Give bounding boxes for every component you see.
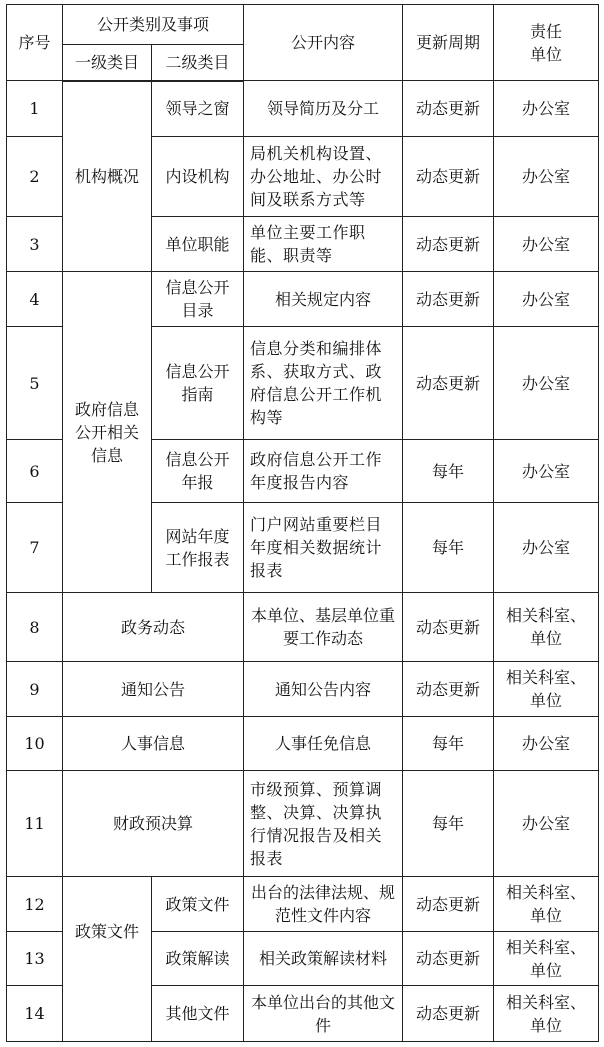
row-number: 5 — [7, 327, 63, 440]
row-number: 6 — [7, 440, 63, 503]
content-cell: 单位主要工作职能、职责等 — [244, 217, 403, 272]
row-number: 14 — [7, 986, 63, 1042]
group-label: 机构概况 — [63, 81, 152, 272]
group-label: 政府信息公开相关信息 — [63, 272, 152, 593]
cycle-cell: 动态更新 — [403, 932, 494, 986]
content-cell: 市级预算、预算调整、决算、决算执行情况报告及相关报表 — [244, 771, 403, 877]
row-number: 13 — [7, 932, 63, 986]
table-row — [7, 662, 599, 717]
row-number: 1 — [7, 81, 63, 137]
level2-cell: 网站年度工作报表 — [152, 503, 244, 593]
level2-cell: 内设机构 — [152, 137, 244, 217]
header-cycle: 更新周期 — [403, 5, 494, 81]
row-number: 11 — [7, 771, 63, 877]
cycle-cell: 动态更新 — [403, 137, 494, 217]
cycle-cell: 动态更新 — [403, 272, 494, 327]
table-row — [7, 272, 599, 327]
cycle-cell: 动态更新 — [403, 327, 494, 440]
disclosure-table — [6, 4, 599, 1042]
group-label: 政策文件 — [63, 877, 152, 986]
content-cell: 相关政策解读材料 — [244, 932, 403, 986]
header-seq: 序号 — [7, 5, 63, 81]
table-row — [7, 717, 599, 771]
cycle-cell: 动态更新 — [403, 593, 494, 662]
content-cell: 本单位出台的其他文件 — [244, 986, 403, 1042]
unit-cell: 办公室 — [494, 771, 599, 877]
cycle-cell: 动态更新 — [403, 217, 494, 272]
content-cell: 出台的法律法规、规范性文件内容 — [244, 877, 403, 932]
row-number: 12 — [7, 877, 63, 932]
cycle-cell: 动态更新 — [403, 81, 494, 137]
category-cell: 政务动态 — [63, 593, 244, 662]
row-number: 2 — [7, 137, 63, 217]
table-row — [7, 771, 599, 877]
table-row — [7, 593, 599, 662]
row-number: 3 — [7, 217, 63, 272]
unit-cell: 办公室 — [494, 81, 599, 137]
unit-cell: 办公室 — [494, 137, 599, 217]
content-cell: 局机关机构设置、办公地址、办公时间及联系方式等 — [244, 137, 403, 217]
header-level2: 二级类目 — [152, 45, 244, 81]
row-number: 10 — [7, 717, 63, 771]
table-row — [7, 986, 599, 1042]
content-cell: 通知公告内容 — [244, 662, 403, 717]
header-unit-line1: 责任 — [530, 21, 563, 41]
level2-cell: 信息公开年报 — [152, 440, 244, 503]
header-unit — [494, 5, 599, 81]
unit-cell: 相关科室、单位 — [494, 986, 599, 1042]
unit-cell: 办公室 — [494, 440, 599, 503]
level2-cell: 信息公开指南 — [152, 327, 244, 440]
category-cell: 通知公告 — [63, 662, 244, 717]
header-level1: 一级类目 — [63, 45, 152, 81]
category-cell: 人事信息 — [63, 717, 244, 771]
content-cell: 人事任免信息 — [244, 717, 403, 771]
unit-cell: 办公室 — [494, 503, 599, 593]
cycle-cell: 每年 — [403, 440, 494, 503]
cycle-cell: 动态更新 — [403, 662, 494, 717]
unit-cell: 相关科室、单位 — [494, 593, 599, 662]
table-row — [7, 81, 599, 137]
level2-cell: 政策解读 — [152, 932, 244, 986]
unit-cell: 办公室 — [494, 717, 599, 771]
group-label-continued — [63, 986, 152, 1042]
header-row-1 — [7, 5, 599, 45]
row-number: 9 — [7, 662, 63, 717]
content-cell: 政府信息公开工作年度报告内容 — [244, 440, 403, 503]
row-number: 7 — [7, 503, 63, 593]
cycle-cell: 每年 — [403, 771, 494, 877]
table-row — [7, 877, 599, 932]
category-cell: 财政预决算 — [63, 771, 244, 877]
cycle-cell: 动态更新 — [403, 986, 494, 1042]
header-unit-line2: 单位 — [530, 44, 563, 64]
content-cell: 本单位、基层单位重要工作动态 — [244, 593, 403, 662]
content-cell: 信息分类和编排体系、获取方式、政府信息公开工作机构等 — [244, 327, 403, 440]
level2-cell: 其他文件 — [152, 986, 244, 1042]
content-cell: 相关规定内容 — [244, 272, 403, 327]
unit-cell: 办公室 — [494, 272, 599, 327]
header-category: 公开类别及事项 — [63, 5, 244, 45]
unit-cell: 办公室 — [494, 217, 599, 272]
level2-cell: 领导之窗 — [152, 81, 244, 137]
cycle-cell: 每年 — [403, 503, 494, 593]
cycle-cell: 每年 — [403, 717, 494, 771]
header-content: 公开内容 — [244, 5, 403, 81]
row-number: 4 — [7, 272, 63, 327]
unit-cell: 相关科室、单位 — [494, 662, 599, 717]
cycle-cell: 动态更新 — [403, 877, 494, 932]
unit-cell: 相关科室、单位 — [494, 877, 599, 932]
level2-cell: 政策文件 — [152, 877, 244, 932]
level2-cell: 信息公开目录 — [152, 272, 244, 327]
content-cell: 门户网站重要栏目年度相关数据统计报表 — [244, 503, 403, 593]
level2-cell: 单位职能 — [152, 217, 244, 272]
unit-cell: 办公室 — [494, 327, 599, 440]
content-cell: 领导简历及分工 — [244, 81, 403, 137]
unit-cell: 相关科室、单位 — [494, 932, 599, 986]
row-number: 8 — [7, 593, 63, 662]
